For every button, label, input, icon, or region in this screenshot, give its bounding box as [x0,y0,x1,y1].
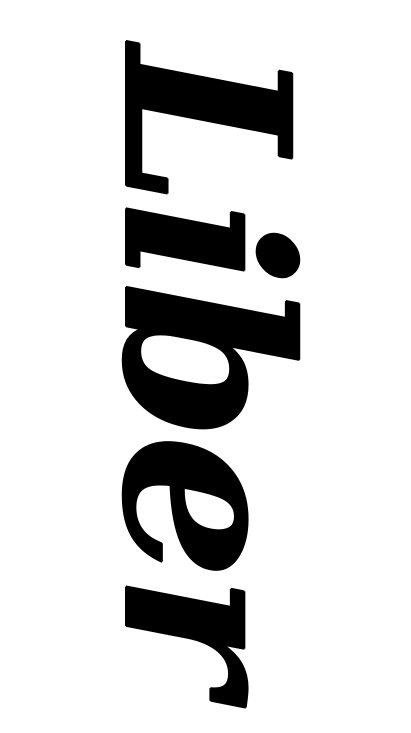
rotated-word: Liber [71,45,340,688]
